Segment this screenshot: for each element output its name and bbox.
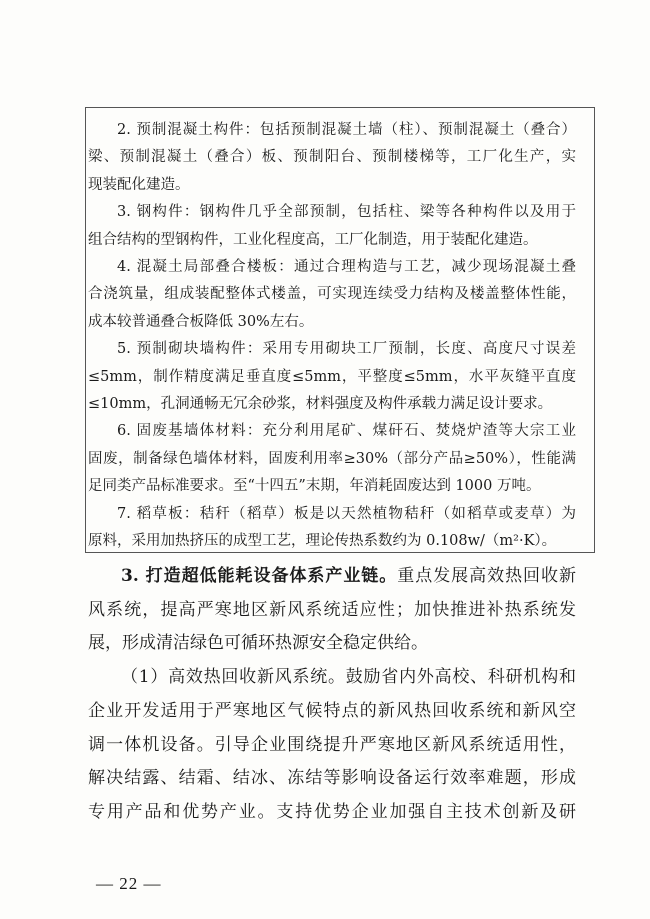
section-3-line: 展，形成清洁绿色可循环热源安全稳定供给。 [88,633,428,654]
box-item-7-line: 原料，采用加热挤压的成型工艺，理论传热系数约为 0.108w/（m²·K）。 [88,533,557,549]
box-item-3-line: 组合结构的型钢构件，工业化程度高，工厂化制造，用于装配化建造。 [88,231,538,248]
box-item-4-line: 合浇筑量，组成装配整体式楼盖，可实现连续受力结构及楼盖整体性能， [88,286,576,303]
box-item-3-line: 3. 钢构件：钢构件几乎全部预制，包括柱、梁等各种构件以及用于 [117,204,576,221]
subsection-1-line: 专用产品和优势产业。支持优势企业加强自主技术创新及研 [88,801,576,822]
box-item-2-line: 现装配化建造。 [88,176,190,193]
box-item-5-line: 5. 预制砌块墙构件：采用专用砌块工厂预制，长度、高度尺寸误差 [117,341,576,358]
box-item-2-line: 梁、预制混凝土（叠合）板、预制阳台、预制楼梯等，工厂化生产，实 [88,149,576,166]
box-item-7-line: 7. 稻草板：秸秆（稻草）板是以天然植物秸秆（如稻草或麦草）为 [117,505,576,522]
section-3-line [121,565,576,587]
subsection-1-line: （1）高效热回收新风系统。鼓励省内外高校、科研机构和 [121,667,576,688]
subsection-1-line: 解决结露、结霜、结冰、冻结等影响设备运行效率难题，形成 [88,768,576,789]
section-3-line: 风系统，提高严寒地区新风系统适应性；加快推进补热系统发 [88,599,576,620]
page-number: — 22 — [96,874,162,893]
section-3-text: 重点发展高效热回收新 [397,566,576,586]
box-item-5-line: ≤5mm，制作精度满足垂直度≤5mm，平整度≤5mm，水平灰缝平直度 [88,368,576,385]
box-item-6-line: 6. 固废基墙体材料：充分利用尾矿、煤矸石、焚烧炉渣等大宗工业 [117,423,576,440]
subsection-1-line: 调一体机设备。引导企业围绕提升严寒地区新风系统适用性， [88,734,576,755]
box-item-4-line: 4. 混凝土局部叠合楼板：通过合理构造与工艺，减少现场混凝土叠 [117,259,576,275]
box-item-2-line: 2. 预制混凝土构件：包括预制混凝土墙（柱）、预制混凝土（叠合） [117,122,576,138]
box-item-6-line: 足同类产品标准要求。至“十四五”末期，年消耗固废达到 1000 万吨。 [88,478,541,495]
box-item-5-line: ≤10mm，孔洞通畅无冗余砂浆，材料强度及构件承载力满足设计要求。 [88,396,553,412]
subsection-1-line: 企业开发适用于严寒地区气候特点的新风热回收系统和新风空 [88,700,576,721]
section-3-heading: 3. 打造超低能耗设备体系产业链。 [121,566,398,586]
box-item-4-line: 成本较普通叠合板降低 30%左右。 [88,313,314,330]
box-item-6-line: 固废，制备绿色墙体材料，固废利用率≥30%（部分产品≥50%），性能满 [88,450,576,467]
